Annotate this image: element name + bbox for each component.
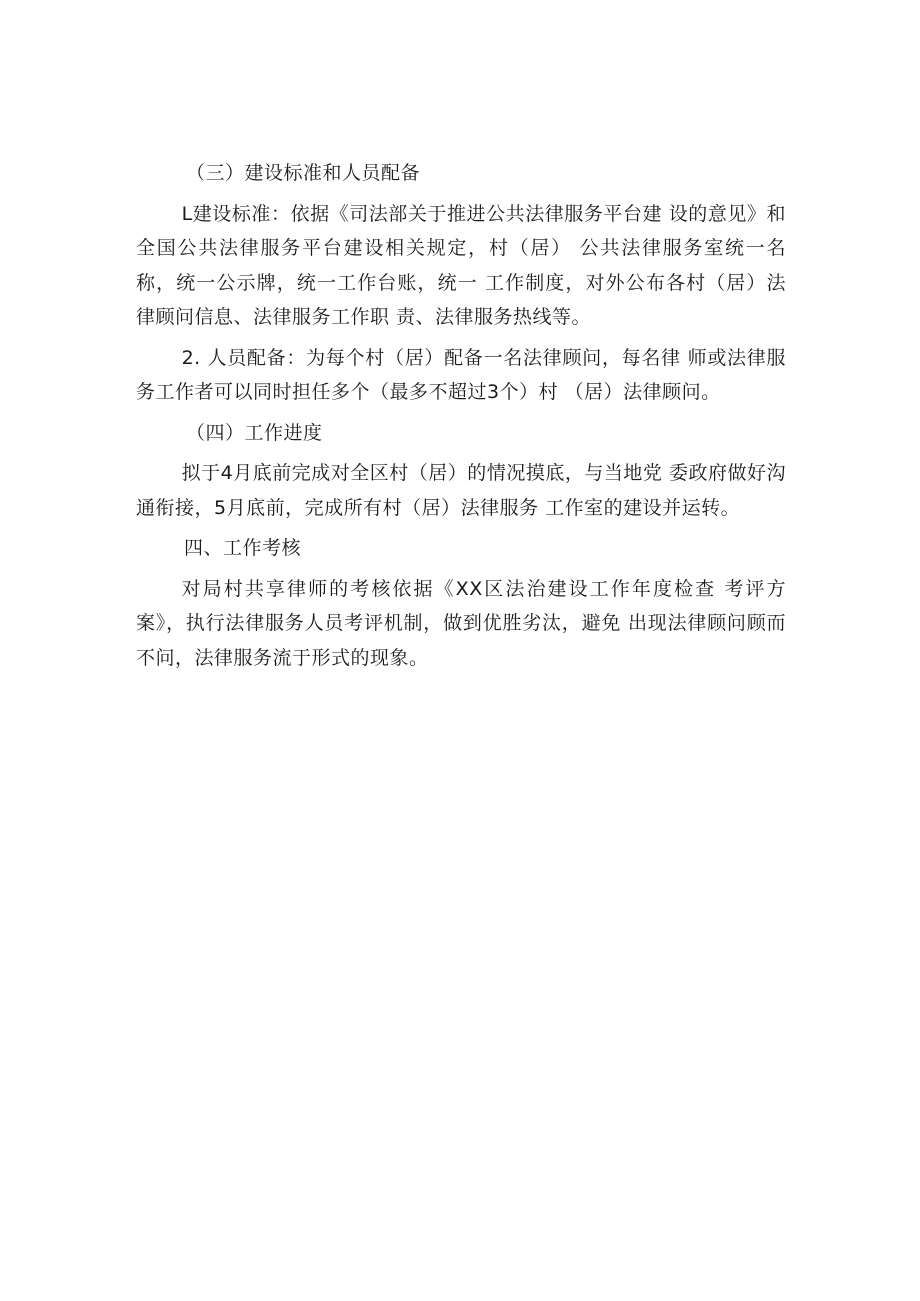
paragraph-build-standard: L建设标准：依据《司法部关于推进公共法律服务平台建 设的意见》和全国公共法律服务平台建设相关规定，村（居） 公共法律服务室统一名称，统一公示牌，统一工作台账，统一 工作制度，对外公布各村（居）法律顾问信息、法律服务工作职 责、法律服务热线等。 xyxy=(136,202,786,328)
chapter-title-work-assessment: 四、工作考核 xyxy=(184,537,302,559)
section-title-construction-standards: （三）建设标准和人员配备 xyxy=(186,162,421,184)
paragraph-progress: 拟于4月底前完成对全区村（居）的情况摸底，与当地党 委政府做好沟通衔接，5月底前，完成所有村（居）法律服务 工作室的建设并运转。 xyxy=(136,462,786,519)
paragraph-assessment: 对局村共享律师的考核依据《XX区法治建设工作年度检查 考评方案》，执行法律服务人员考评机制，做到优胜劣汰，避免 出现法律顾问顾而不问，法律服务流于形式的现象。 xyxy=(136,577,786,669)
document-body xyxy=(136,156,786,681)
section-title-work-progress: （四）工作进度 xyxy=(186,421,323,444)
paragraph-staffing: 2. 人员配备：为每个村（居）配备一名法律顾问，每名律 师或法律服务工作者可以同时担任多个（最多不超过3个）村 （居）法律顾问。 xyxy=(136,346,786,403)
